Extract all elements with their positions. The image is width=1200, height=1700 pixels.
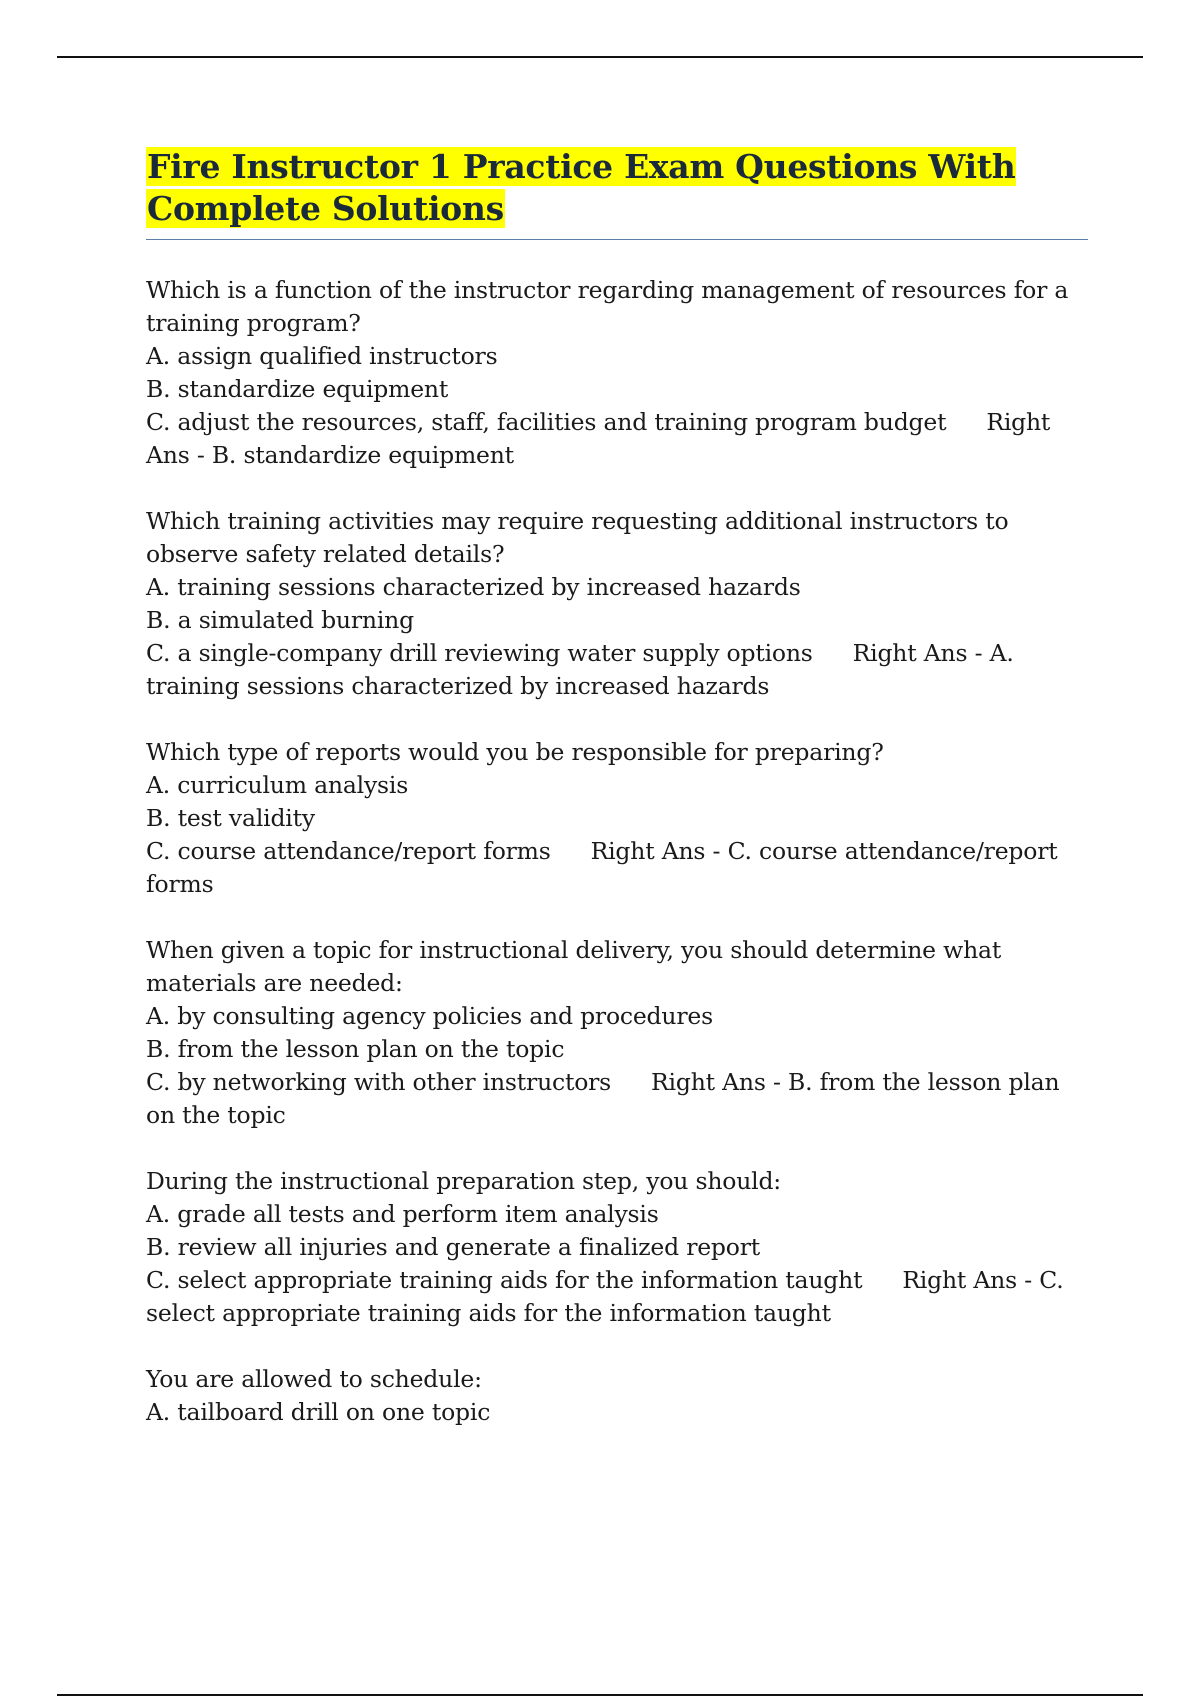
question-stem: Which type of reports would you be responsible for preparing? xyxy=(146,738,884,766)
option-a: A. grade all tests and perform item analysis xyxy=(146,1200,659,1228)
option-b: B. review all injuries and generate a finalized report xyxy=(146,1233,761,1261)
question-stem: During the instructional preparation step, you should: xyxy=(146,1167,782,1195)
document-title xyxy=(146,146,1088,230)
question-stem: When given a topic for instructional delivery, you should determine what materials are needed: xyxy=(146,936,1002,997)
document-body xyxy=(146,146,1088,1462)
option-b: B. a simulated burning xyxy=(146,606,414,634)
right-answer: Right Ans - B. standardize equipment xyxy=(146,408,1051,469)
question-5 xyxy=(146,1165,1088,1330)
question-stem: You are allowed to schedule: xyxy=(146,1365,482,1393)
option-a: A. assign qualified instructors xyxy=(146,342,498,370)
option-c-and-answer xyxy=(146,1264,1088,1330)
title-line-2: Complete Solutions xyxy=(147,189,504,228)
option-c-and-answer xyxy=(146,637,1088,703)
option-c-and-answer xyxy=(146,406,1088,472)
page-bottom-rule xyxy=(57,1694,1143,1696)
right-answer: Right Ans - B. from the lesson plan on the topic xyxy=(146,1068,1060,1129)
right-answer: Right Ans - C. course attendance/report forms xyxy=(146,837,1058,898)
question-list xyxy=(146,274,1088,1429)
title-line-1: Fire Instructor 1 Practice Exam Questions With xyxy=(147,147,1016,186)
option-a: A. by consulting agency policies and procedures xyxy=(146,1002,713,1030)
question-stem: Which training activities may require requesting additional instructors to observe safety related details? xyxy=(146,507,1009,568)
option-c: C. course attendance/report forms xyxy=(146,837,551,865)
option-c: C. by networking with other instructors xyxy=(146,1068,612,1096)
page-top-rule xyxy=(57,56,1143,58)
option-b: B. standardize equipment xyxy=(146,375,449,403)
option-c-and-answer xyxy=(146,1066,1088,1132)
option-c-and-answer xyxy=(146,835,1088,901)
option-c: C. a single-company drill reviewing water supply options xyxy=(146,639,813,667)
option-c: C. select appropriate training aids for the information taught xyxy=(146,1266,863,1294)
question-4 xyxy=(146,934,1088,1132)
question-3 xyxy=(146,736,1088,901)
question-1 xyxy=(146,274,1088,472)
option-a: A. curriculum analysis xyxy=(146,771,409,799)
option-b: B. from the lesson plan on the topic xyxy=(146,1035,565,1063)
right-answer: Right Ans - A. training sessions characterized by increased hazards xyxy=(146,639,1014,700)
option-a: A. tailboard drill on one topic xyxy=(146,1398,491,1426)
option-c: C. adjust the resources, staff, facilities and training program budget xyxy=(146,408,947,436)
title-underline xyxy=(146,239,1088,240)
option-a: A. training sessions characterized by increased hazards xyxy=(146,573,801,601)
question-6 xyxy=(146,1363,1088,1429)
question-2 xyxy=(146,505,1088,703)
option-b: B. test validity xyxy=(146,804,315,832)
question-stem: Which is a function of the instructor regarding management of resources for a training program? xyxy=(146,276,1069,337)
right-answer: Right Ans - C. select appropriate training aids for the information taught xyxy=(146,1266,1064,1327)
